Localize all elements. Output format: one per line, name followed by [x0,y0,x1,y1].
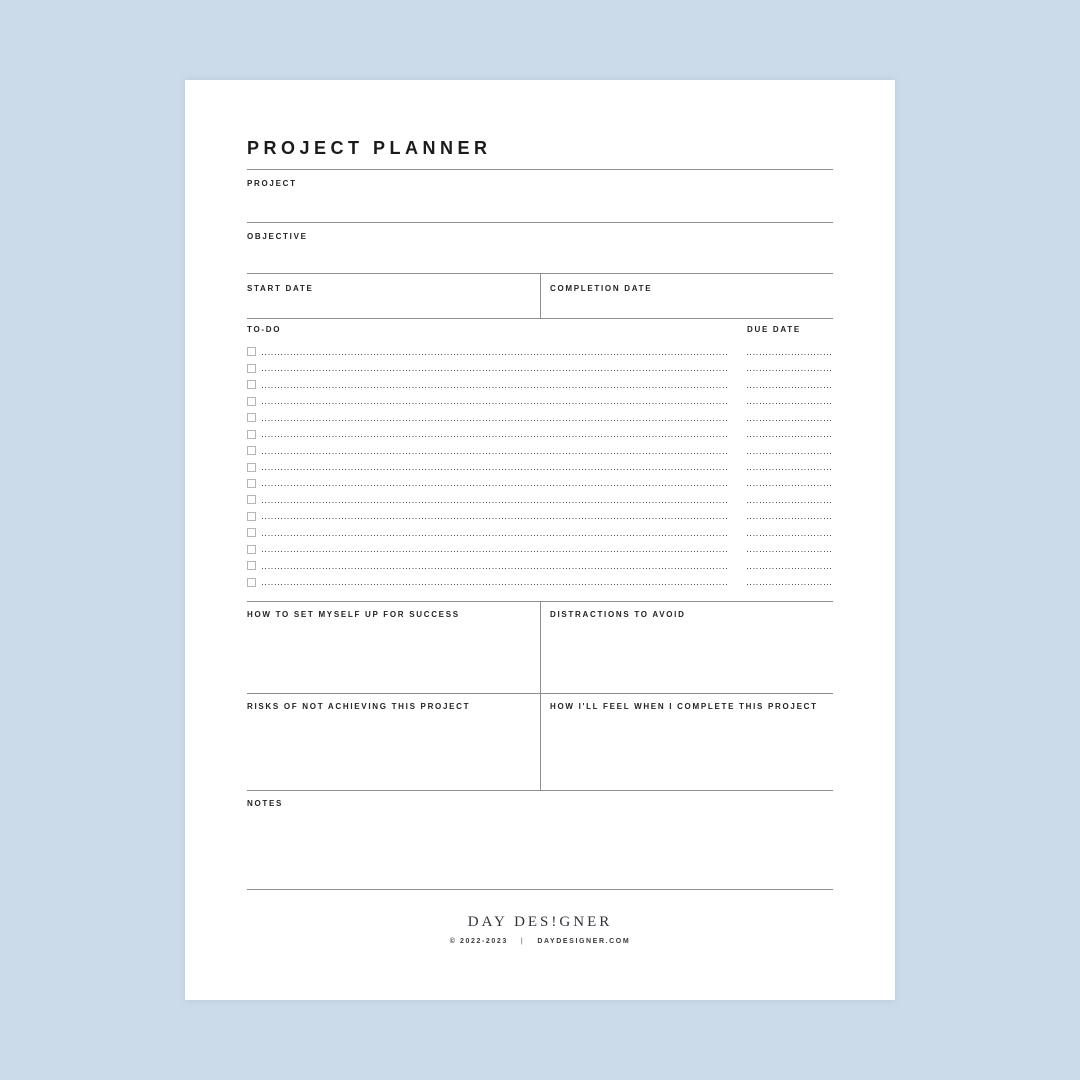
todo-checkbox[interactable] [247,364,256,373]
divider-under-dates [247,318,833,319]
start-date-label: START DATE [247,284,314,293]
due-date-entry-line[interactable] [747,551,833,552]
due-date-entry-line[interactable] [747,535,833,536]
todo-entry-line[interactable] [262,387,728,388]
dates-vertical-divider [540,273,541,318]
divider-under-project [247,222,833,223]
due-date-entry-line[interactable] [747,502,833,503]
todo-row [247,374,833,390]
due-date-entry-line[interactable] [747,420,833,421]
due-date-entry-line[interactable] [747,518,833,519]
project-input-area[interactable] [247,190,833,221]
due-date-entry-line[interactable] [747,469,833,470]
todo-entry-line[interactable] [262,568,728,569]
feel-label: HOW I'LL FEEL WHEN I COMPLETE THIS PROJECT [550,702,818,711]
todo-entry-line[interactable] [262,354,728,355]
todo-entry-line[interactable] [262,584,728,585]
due-date-entry-line[interactable] [747,568,833,569]
project-label: PROJECT [247,179,297,188]
todo-entry-line[interactable] [262,403,728,404]
todo-checkbox[interactable] [247,561,256,570]
todo-checkbox[interactable] [247,380,256,389]
due-date-entry-line[interactable] [747,485,833,486]
completion-date-label: COMPLETION DATE [550,284,653,293]
todo-checkbox[interactable] [247,545,256,554]
feel-input-area[interactable] [543,693,833,790]
footer [185,914,895,945]
due-date-entry-line[interactable] [747,354,833,355]
todo-row [247,390,833,406]
todo-entry-line[interactable] [262,551,728,552]
todo-entry-line[interactable] [262,420,728,421]
brand-logo [185,914,895,931]
page-title: PROJECT PLANNER [247,138,492,158]
todo-header: TO-DO [247,325,282,334]
todo-row [247,538,833,554]
success-input-area[interactable] [247,601,537,693]
distractions-label: DISTRACTIONS TO AVOID [550,610,686,619]
todo-entry-line[interactable] [262,436,728,437]
completion-date-input-area[interactable] [543,273,833,318]
success-label: HOW TO SET MYSELF UP FOR SUCCESS [247,610,460,619]
todo-row [247,489,833,505]
divider-under-title [247,169,833,170]
divider-under-quadrants [247,790,833,791]
todo-entry-line[interactable] [262,502,728,503]
todo-checkbox[interactable] [247,578,256,587]
notes-input-area[interactable] [247,810,833,888]
due-date-entry-line[interactable] [747,370,833,371]
objective-input-area[interactable] [247,243,833,272]
divider-above-footer [247,889,833,890]
todo-checkbox[interactable] [247,495,256,504]
todo-row [247,473,833,489]
due-date-entry-line[interactable] [747,584,833,585]
todo-checkbox[interactable] [247,528,256,537]
due-date-entry-line[interactable] [747,436,833,437]
risks-label: RISKS OF NOT ACHIEVING THIS PROJECT [247,702,471,711]
todo-checkbox[interactable] [247,347,256,356]
todo-checkbox[interactable] [247,430,256,439]
todo-row [247,456,833,472]
todo-checkbox[interactable] [247,512,256,521]
copyright-separator: | [520,938,525,945]
due-date-entry-line[interactable] [747,387,833,388]
due-date-header: DUE DATE [747,325,801,334]
todo-row [247,522,833,538]
todo-checkbox[interactable] [247,463,256,472]
due-date-entry-line[interactable] [747,453,833,454]
todo-entry-line[interactable] [262,485,728,486]
todo-entry-line[interactable] [262,535,728,536]
start-date-input-area[interactable] [247,273,537,318]
todo-row [247,505,833,521]
todo-checkbox[interactable] [247,413,256,422]
quadrants-vertical-divider [540,601,541,790]
planner-page [185,80,895,1000]
todo-row [247,341,833,357]
notes-label: NOTES [247,799,284,808]
copyright-site: DAYDESIGNER.COM [537,938,631,945]
copyright-line [185,938,895,945]
brand-logo-post: GNER [559,914,613,930]
risks-input-area[interactable] [247,693,537,790]
todo-list [247,341,833,588]
distractions-input-area[interactable] [543,601,833,693]
todo-checkbox[interactable] [247,397,256,406]
todo-row [247,555,833,571]
copyright-years: © 2022-2023 [449,938,508,945]
todo-entry-line[interactable] [262,453,728,454]
todo-entry-line[interactable] [262,518,728,519]
todo-row [247,440,833,456]
brand-logo-i-mark: ! [551,914,560,930]
todo-entry-line[interactable] [262,469,728,470]
brand-logo-pre: DAY DES [467,914,552,930]
todo-row [247,357,833,373]
todo-row [247,407,833,423]
due-date-entry-line[interactable] [747,403,833,404]
objective-label: OBJECTIVE [247,232,308,241]
todo-checkbox[interactable] [247,479,256,488]
todo-entry-line[interactable] [262,370,728,371]
todo-checkbox[interactable] [247,446,256,455]
todo-row [247,571,833,587]
todo-row [247,423,833,439]
